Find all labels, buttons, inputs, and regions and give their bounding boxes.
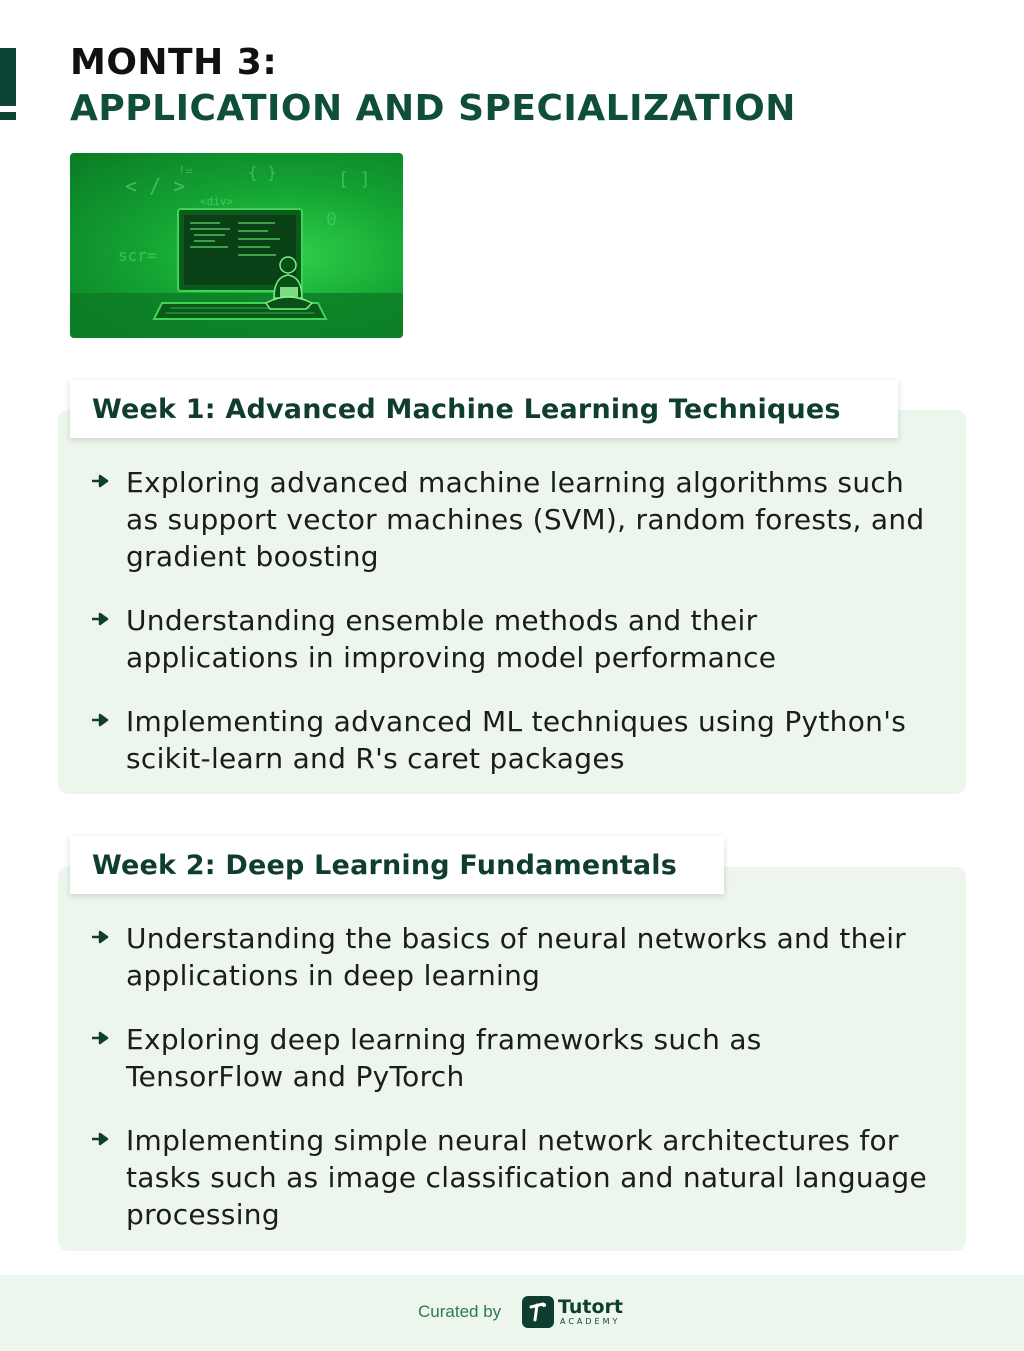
week-2-heading: Week 2: Deep Learning Fundamentals (70, 836, 724, 894)
list-item (88, 920, 928, 994)
hero-illustration (70, 153, 403, 338)
list-item (88, 1122, 928, 1233)
glyph-div: <div> (200, 195, 234, 208)
brand-name: Tutort (558, 1296, 623, 1318)
week-1-topic-list (88, 464, 928, 804)
curated-by-label: Curated by (418, 1302, 502, 1321)
list-item-text: Implementing advanced ML techniques using Python's scikit-learn and R's caret packages (126, 705, 907, 775)
week-2-topic-list (88, 920, 928, 1260)
glyph-tag: < / > (125, 174, 186, 198)
arrow-bullet-icon (90, 612, 112, 626)
arrow-bullet-icon (90, 930, 112, 944)
arrow-bullet-icon (90, 474, 112, 488)
list-item (88, 703, 928, 777)
list-item-text: Understanding ensemble methods and their applications in improving model performance (126, 604, 777, 674)
glyph-neq: != (178, 164, 193, 178)
glyph-brackets: [ ] (338, 169, 371, 190)
list-item-text: Implementing simple neural network architectures for tasks such as image classification and natural language processing (126, 1124, 927, 1231)
arrow-bullet-icon (90, 1031, 112, 1045)
glyph-scr: scr= (118, 246, 157, 265)
list-item (88, 464, 928, 575)
list-item-text: Exploring advanced machine learning algorithms such as support vector machines (SVM), random forests, and gradient boosting (126, 466, 925, 573)
arrow-bullet-icon (90, 1132, 112, 1146)
page-title-month: MONTH 3: (70, 42, 278, 83)
week-1-heading: Week 1: Advanced Machine Learning Techniques (70, 380, 898, 438)
accent-bar (0, 48, 16, 106)
glyph-zero: 0 (326, 209, 337, 230)
glyph-braces: { } (248, 163, 277, 182)
list-item (88, 1021, 928, 1095)
page-title-topic: APPLICATION AND SPECIALIZATION (70, 88, 796, 129)
footer (0, 1275, 1024, 1351)
tutort-logo-icon (522, 1296, 554, 1328)
list-item-text: Exploring deep learning frameworks such as TensorFlow and PyTorch (126, 1023, 762, 1093)
list-item (88, 602, 928, 676)
laptop-coder-illustration (70, 153, 403, 338)
list-item-text: Understanding the basics of neural networks and their applications in deep learning (126, 922, 907, 992)
arrow-bullet-icon (90, 713, 112, 727)
brand-subtitle: ACADEMY (560, 1317, 621, 1326)
